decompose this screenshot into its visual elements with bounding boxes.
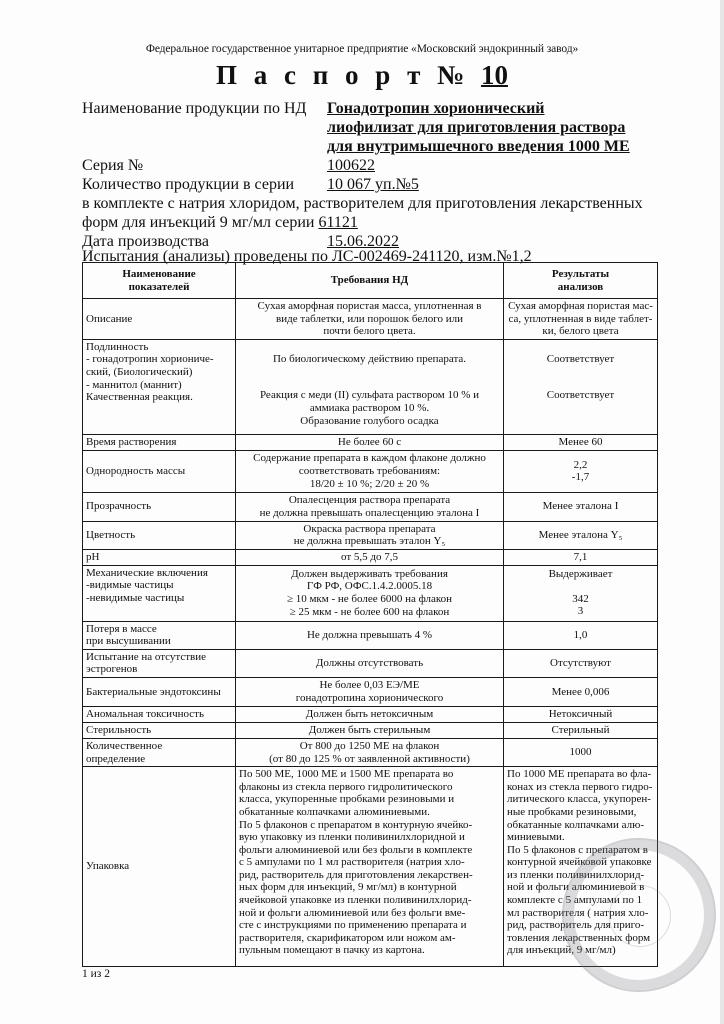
requirement-line: Опалесценция раствора препарата xyxy=(288,494,451,507)
requirement-line: ГФ РФ, ОФС.1.4.2.0005.18 xyxy=(306,580,433,593)
product-name-line-2: лиофилизат для приготовления раствора xyxy=(327,119,626,136)
requirement-line: сте с инструкциями по применению препарата и xyxy=(239,919,467,932)
header-requirements xyxy=(236,263,504,299)
quantity-value: 10 067 уп.№5 xyxy=(327,176,419,193)
requirement-line: почти белого цвета. xyxy=(323,325,416,338)
requirement-line: ≥ 10 мкм - не более 6000 на флакон xyxy=(286,593,453,606)
requirement-line: флаконы из стекла первого гидролитического xyxy=(239,780,453,793)
result-cell xyxy=(504,706,658,722)
indicator-cell xyxy=(83,677,236,706)
requirement-cell xyxy=(236,299,504,340)
requirement-line: с 5 ампулами по 1 мл растворителя (натрия хло- xyxy=(239,856,465,869)
header-indicator-line: Наименование xyxy=(122,267,196,280)
indicator-line: Количественное xyxy=(86,739,163,752)
requirement-line: ячейковой упаковке из пленки поливинилхлорид- xyxy=(239,894,472,907)
result-text: Менее эталона I xyxy=(542,500,619,513)
indicator-line: -невидимые частицы xyxy=(86,591,185,604)
product-name-row-2 xyxy=(82,118,682,137)
indicator-line: Качественная реакция. xyxy=(86,391,193,404)
table-row xyxy=(83,767,658,967)
result-line: контурной ячейковой упаковке xyxy=(507,856,652,869)
requirement-line: По биологическому действию препарата. xyxy=(272,352,467,365)
indicator-cell xyxy=(83,767,236,967)
indicator-cell xyxy=(83,299,236,340)
header-indicator xyxy=(83,263,236,299)
indicator-text: Упаковка xyxy=(86,860,130,873)
indicator-line: Подлинность xyxy=(86,340,149,353)
indicator-line: - маннитол (маннит) xyxy=(86,378,182,391)
indicator-text: Однородность массы xyxy=(86,464,186,477)
result-line: ки, белого цвета xyxy=(542,325,619,338)
requirement-line: обкатанные колпачками алюминиевыми. xyxy=(239,805,430,818)
series-value: 100622 xyxy=(327,157,375,174)
product-name-line-1: Гонадотропин хорионический xyxy=(327,100,545,117)
spacer xyxy=(239,377,500,389)
result-cell xyxy=(504,565,658,621)
requirement-line: (от 80 до 125 % от заявленной активности) xyxy=(269,752,470,765)
indicator-line: Потеря в массе xyxy=(86,622,157,635)
result-cell xyxy=(504,434,658,450)
result-line: из пленки поливинилхлорид- xyxy=(507,868,645,881)
page-indicator: 1 из 2 xyxy=(82,968,110,980)
result-text: Стерильный xyxy=(551,724,610,737)
result-cell xyxy=(504,621,658,649)
indicator-text: Аномальная токсичность xyxy=(86,708,204,721)
spacer xyxy=(507,365,654,377)
requirement-line: По 500 МЕ, 1000 МЕ и 1500 МЕ препарата во xyxy=(239,768,454,781)
requirement-line: Сухая аморфная пористая масса, уплотненная в xyxy=(257,300,482,312)
result-line: литического класса, укупорен- xyxy=(507,793,651,806)
result-line: ные пробками резиновыми, xyxy=(507,805,637,818)
indicator-text: pH xyxy=(86,550,100,563)
indicator-cell xyxy=(83,621,236,649)
header-requirements-line: Требования НД xyxy=(330,274,409,287)
result-line: миниевыми. xyxy=(507,831,565,844)
requirement-cell xyxy=(236,549,504,565)
table-row xyxy=(83,450,658,492)
requirement-line: виде таблетки, или порошок белого или xyxy=(276,312,463,325)
requirement-line: аммиака раствором 10 %. xyxy=(309,401,430,414)
indicator-cell xyxy=(83,549,236,565)
scan-edge xyxy=(720,0,724,1024)
requirement-text: Должен быть нетоксичным xyxy=(305,708,434,721)
result-line: Выдерживает xyxy=(548,568,613,581)
quantity-label: Количество продукции в серии xyxy=(82,176,295,193)
requirement-text: Не должна превышать 4 % xyxy=(306,628,433,641)
requirement-line: По 5 флаконов с препаратом в контурную ячейко- xyxy=(239,818,473,831)
indicator-text: Прозрачность xyxy=(86,500,152,513)
table-row xyxy=(83,677,658,706)
indicator-cell xyxy=(83,434,236,450)
requirement-line: Реакция с меди (II) сульфата раствором 10 % и xyxy=(259,389,480,402)
requirement-cell xyxy=(236,434,504,450)
requirement-line: Не более 0,03 ЕЭ/МЕ xyxy=(319,679,420,692)
indicator-line: Испытание на отсутствие xyxy=(86,650,206,663)
indicator-line: Механические включения xyxy=(86,566,208,579)
requirement-cell xyxy=(236,565,504,621)
title-prefix: П а с п о р т № xyxy=(216,60,470,90)
requirement-line: От 800 до 1250 МЕ на флакон xyxy=(299,739,440,752)
result-line: -1,7 xyxy=(571,471,590,484)
requirement-line: ной и фольги алюминиевой или без фольги вме- xyxy=(239,906,466,919)
indicator-cell xyxy=(83,722,236,738)
result-cell xyxy=(504,767,658,967)
kit-text: в комплекте с натрия хлоридом, растворителем для приготовления лекарственных xyxy=(82,195,643,212)
requirement-text: от 5,5 до 7,5 xyxy=(340,550,398,563)
requirement-text: Должны отсутствовать xyxy=(315,657,424,670)
table-row xyxy=(83,565,658,621)
indicator-line: -видимые частицы xyxy=(86,579,174,592)
requirement-line: Образование голубого осадка xyxy=(300,414,439,427)
requirement-cell xyxy=(236,677,504,706)
indicator-line: определение xyxy=(86,752,146,765)
indicator-cell xyxy=(83,706,236,722)
requirement-cell xyxy=(236,621,504,649)
result-line: 342 xyxy=(572,592,589,605)
result-line: комплекте с 5 ампулами по 1 xyxy=(507,894,643,907)
requirement-line: ≥ 25 мкм - не более 600 на флакон xyxy=(289,605,450,618)
table-row xyxy=(83,492,658,521)
product-name-line-3: для внутримышечного введения 1000 МЕ xyxy=(327,138,630,155)
tests-reference: Испытания (анализы) проведены по ЛС-002469-241120, изм.№1,2 xyxy=(82,248,532,265)
page-title xyxy=(0,60,724,91)
indicator-line: ский, (Биологический) xyxy=(86,365,193,378)
table-row xyxy=(83,549,658,565)
result-text: Менее 0,006 xyxy=(551,685,610,698)
result-cell xyxy=(504,339,658,434)
spacer xyxy=(239,365,500,377)
requirement-cell xyxy=(236,649,504,677)
result-cell xyxy=(504,549,658,565)
spacer xyxy=(507,581,654,593)
product-name-row-3 xyxy=(82,137,682,156)
requirement-line: гонадотропина хорионического xyxy=(295,691,444,704)
result-cell xyxy=(504,738,658,766)
indicator-cell xyxy=(83,492,236,521)
indicator-cell xyxy=(83,565,236,621)
indicator-text: Стерильность xyxy=(86,724,152,737)
indicator-cell xyxy=(83,339,236,434)
table-row xyxy=(83,521,658,549)
requirement-line: 18/20 ± 10 %; 2/20 ± 20 % xyxy=(309,477,430,490)
result-line: Соответствует xyxy=(546,389,615,402)
result-line: Соответствует xyxy=(546,352,615,365)
indicator-cell xyxy=(83,649,236,677)
indicator-line: - гонадотропин хориониче- xyxy=(86,353,214,366)
requirement-line: растворителя, скарификатором или ножом ам- xyxy=(239,931,456,944)
indicator-line: эстрогенов xyxy=(86,663,138,676)
table-row xyxy=(83,738,658,766)
table-row xyxy=(83,621,658,649)
result-cell xyxy=(504,677,658,706)
product-name-row xyxy=(82,99,682,118)
result-text: Менее эталона Y₅ xyxy=(538,529,623,542)
header-indicator-line: показателей xyxy=(128,280,190,293)
header-results-line: Результаты xyxy=(551,267,610,280)
date-value: 15.06.2022 xyxy=(327,233,399,250)
result-line: По 1000 МЕ препарата во фла- xyxy=(507,768,652,781)
indicator-text: Цветность xyxy=(86,529,136,542)
spacer xyxy=(507,377,654,389)
result-cell xyxy=(504,299,658,340)
result-line: товления лекарственных форм xyxy=(507,931,651,944)
requirement-line: пульным помещают в пачку из картона. xyxy=(239,944,425,957)
requirement-text: Должен быть стерильным xyxy=(308,724,431,737)
indicator-text: Описание xyxy=(86,312,133,325)
indicator-text: Бактериальные эндотоксины xyxy=(86,685,221,698)
result-line: 2,2 xyxy=(573,458,588,471)
requirement-text: Не более 60 с xyxy=(337,435,402,448)
requirement-line: Окраска раствора препарата xyxy=(303,522,436,535)
organization-name: Федеральное государственное унитарное предприятие «Московский эндокринный завод» xyxy=(145,43,579,55)
requirement-line: ных форм для инъекций, 9 мг/мл) в контурной xyxy=(239,881,457,894)
series-row xyxy=(82,156,682,175)
indicator-line: при высушивании xyxy=(86,635,171,648)
table-header-row xyxy=(83,263,658,299)
requirement-line: соответствовать требованиям: xyxy=(298,464,441,477)
header-results-line: анализов xyxy=(557,280,604,293)
result-cell xyxy=(504,492,658,521)
requirement-line: класса, укупоренные пробками резиновыми и xyxy=(239,793,455,806)
result-line: са, уплотненная в виде таблет- xyxy=(508,312,653,325)
kit-series: 61121 xyxy=(318,214,358,231)
passport-number: 10 xyxy=(480,60,508,90)
result-line: По 5 флаконов с препаратом в xyxy=(507,843,648,856)
product-name-label: Наименование продукции по НД xyxy=(82,100,307,117)
result-line: мл растворителя ( натрия хло- xyxy=(507,906,649,919)
result-line: обкатанные колпачками алю- xyxy=(507,818,644,831)
spacer xyxy=(507,341,654,353)
series-label: Серия № xyxy=(82,157,144,174)
result-line: ной и фольги алюминиевой в xyxy=(507,881,645,894)
table-row xyxy=(83,649,658,677)
result-line: 3 xyxy=(577,605,584,618)
indicator-cell xyxy=(83,738,236,766)
result-line: конах из стекла первого гидро- xyxy=(507,780,653,793)
result-line: для инъекций, 9 мг/мл) xyxy=(507,944,616,957)
table-row xyxy=(83,434,658,450)
kit-text-2-row xyxy=(82,213,358,232)
date-label: Дата производства xyxy=(82,233,209,250)
result-cell xyxy=(504,722,658,738)
table-row xyxy=(83,299,658,340)
result-line: Сухая аморфная пористая мас- xyxy=(508,300,653,312)
result-text: 1,0 xyxy=(573,628,588,641)
result-text: 7,1 xyxy=(573,550,588,563)
result-text: Нетоксичный xyxy=(548,708,613,721)
result-cell xyxy=(504,450,658,492)
requirement-cell xyxy=(236,492,504,521)
requirement-cell xyxy=(236,521,504,549)
spacer xyxy=(239,341,500,353)
requirement-cell xyxy=(236,450,504,492)
requirement-line: Содержание препарата в каждом флаконе должно xyxy=(253,452,486,465)
requirement-line: не должна превышать эталон Y₅ xyxy=(293,535,446,548)
requirement-cell xyxy=(236,738,504,766)
table-row xyxy=(83,722,658,738)
kit-text-2: форм для инъекций 9 мг/мл серии xyxy=(82,214,315,231)
requirement-line: фольги алюминиевой или без фольги в комплекте xyxy=(239,843,473,856)
requirement-line: не должна превышать опалесценцию эталона I xyxy=(259,506,480,519)
quantity-row xyxy=(82,175,682,194)
table-row xyxy=(83,339,658,434)
indicator-cell xyxy=(83,450,236,492)
indicator-cell xyxy=(83,521,236,549)
result-cell xyxy=(504,521,658,549)
indicator-text: Время растворения xyxy=(86,435,177,448)
result-cell xyxy=(504,649,658,677)
specification-table xyxy=(82,262,658,967)
result-line: рид, растворитель для приго- xyxy=(507,919,645,932)
requirement-line: рид, растворитель для приготовления лекарствен- xyxy=(239,868,473,881)
requirement-line: Должен выдерживать требования xyxy=(291,567,448,580)
result-text: 1000 xyxy=(569,746,592,759)
requirement-line: вую упаковку из пленки поливинилхлоридной и xyxy=(239,831,465,844)
requirement-cell xyxy=(236,722,504,738)
result-text: Менее 60 xyxy=(558,435,603,448)
requirement-cell xyxy=(236,767,504,967)
result-text: Отсутствуют xyxy=(550,657,611,670)
table-row xyxy=(83,706,658,722)
header-results xyxy=(504,263,658,299)
requirement-cell xyxy=(236,339,504,434)
requirement-cell xyxy=(236,706,504,722)
